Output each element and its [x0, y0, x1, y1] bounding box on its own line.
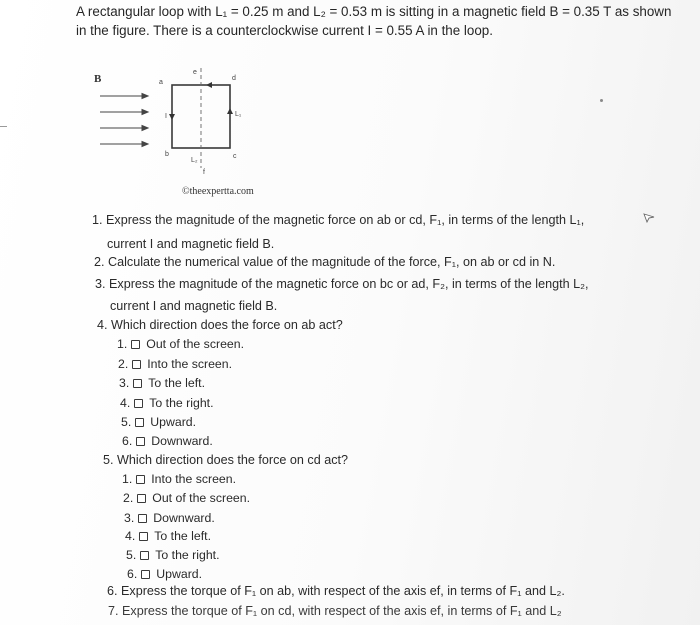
option-label: To the left. — [148, 376, 206, 390]
q5-option-5[interactable] — [126, 547, 220, 563]
corner-b: b — [165, 151, 169, 158]
option-label: To the right. — [155, 548, 220, 562]
checkbox[interactable] — [133, 379, 142, 388]
option-number: 2. — [123, 491, 134, 505]
option-number: 4. — [125, 529, 136, 543]
question-3-line-1: 3. Express the magnitude of the magnetic force on bc or ad, F₂, in terms of the length L₂, — [95, 277, 589, 291]
question-5: 5. Which direction does the force on cd act? — [103, 453, 349, 467]
field-label: B⃗ — [94, 73, 110, 85]
q4-option-2[interactable] — [118, 356, 232, 372]
image-credit: ©theexpertta.com — [182, 186, 254, 197]
checkbox[interactable] — [139, 532, 148, 541]
checkbox[interactable] — [138, 514, 147, 523]
question-1-line-2: current I and magnetic field B. — [107, 237, 275, 251]
q4-option-5[interactable] — [121, 414, 196, 430]
option-label: Downward. — [151, 434, 213, 448]
question-1-line-1: 1. Express the magnitude of the magnetic force on ab or cd, F₁, in terms of the length L₁, — [92, 213, 585, 227]
side-label-right: L₁ — [235, 111, 242, 118]
option-label: Upward. — [150, 415, 197, 429]
axis-label-f: f — [203, 169, 205, 176]
checkbox[interactable] — [135, 418, 144, 427]
option-number: 6. — [122, 434, 133, 448]
option-label: Out of the screen. — [146, 337, 245, 351]
option-number: 1. — [117, 337, 128, 351]
corner-a: a — [159, 79, 163, 86]
option-number: 2. — [118, 357, 129, 371]
option-label: Out of the screen. — [152, 491, 251, 505]
checkbox[interactable] — [136, 437, 145, 446]
question-4: 4. Which direction does the force on ab act? — [97, 318, 343, 332]
corner-c: c — [233, 153, 237, 160]
corner-d: d — [232, 75, 236, 82]
option-number: 6. — [127, 567, 138, 581]
checkbox[interactable] — [134, 399, 143, 408]
q5-option-2[interactable] — [123, 490, 250, 506]
option-number: 4. — [120, 396, 131, 410]
q5-option-3[interactable] — [124, 510, 215, 526]
option-number: 1. — [122, 472, 133, 486]
current-label: I — [165, 113, 167, 120]
checkbox[interactable] — [132, 360, 141, 369]
intro-line-1: A rectangular loop with L₁ = 0.25 m and L₂ = 0.53 m is sitting in a magnetic field B = 0.35 T as shown — [76, 4, 672, 19]
option-label: Into the screen. — [151, 472, 237, 486]
q4-option-4[interactable] — [120, 395, 214, 411]
question-6: 6. Express the torque of F₁ on ab, with respect of the axis ef, in terms of F₁ and L₂. — [107, 584, 565, 598]
q4-option-6[interactable] — [122, 433, 213, 449]
q5-option-4[interactable] — [125, 528, 211, 544]
option-label: Into the screen. — [147, 357, 233, 371]
option-label: Upward. — [156, 567, 203, 581]
q5-option-6[interactable] — [127, 566, 202, 582]
side-label-bottom: L₂ — [191, 157, 198, 164]
q5-option-1[interactable] — [122, 471, 236, 487]
axis-label-e: e — [193, 69, 197, 76]
option-number: 3. — [119, 376, 130, 390]
checkbox[interactable] — [140, 551, 149, 560]
checkbox[interactable] — [141, 570, 150, 579]
question-7: 7. Express the torque of F₁ on cd, with respect of the axis ef, in terms of F₁ and L₂ — [108, 604, 562, 618]
option-label: To the left. — [154, 529, 212, 543]
checkbox[interactable] — [136, 475, 145, 484]
option-number: 5. — [121, 415, 132, 429]
option-label: To the right. — [149, 396, 214, 410]
intro-line-2: in the figure. There is a counterclockwise current I = 0.55 A in the loop. — [76, 23, 493, 38]
question-2: 2. Calculate the numerical value of the magnitude of the force, F₁, on ab or cd in N. — [94, 255, 556, 269]
q4-option-3[interactable] — [119, 375, 205, 391]
checkbox[interactable] — [131, 340, 140, 349]
option-number: 3. — [124, 511, 135, 525]
checkbox[interactable] — [137, 494, 146, 503]
question-3-line-2: current I and magnetic field B. — [110, 299, 278, 313]
option-label: Downward. — [153, 511, 215, 525]
q4-option-1[interactable] — [117, 336, 244, 352]
option-number: 5. — [126, 548, 137, 562]
